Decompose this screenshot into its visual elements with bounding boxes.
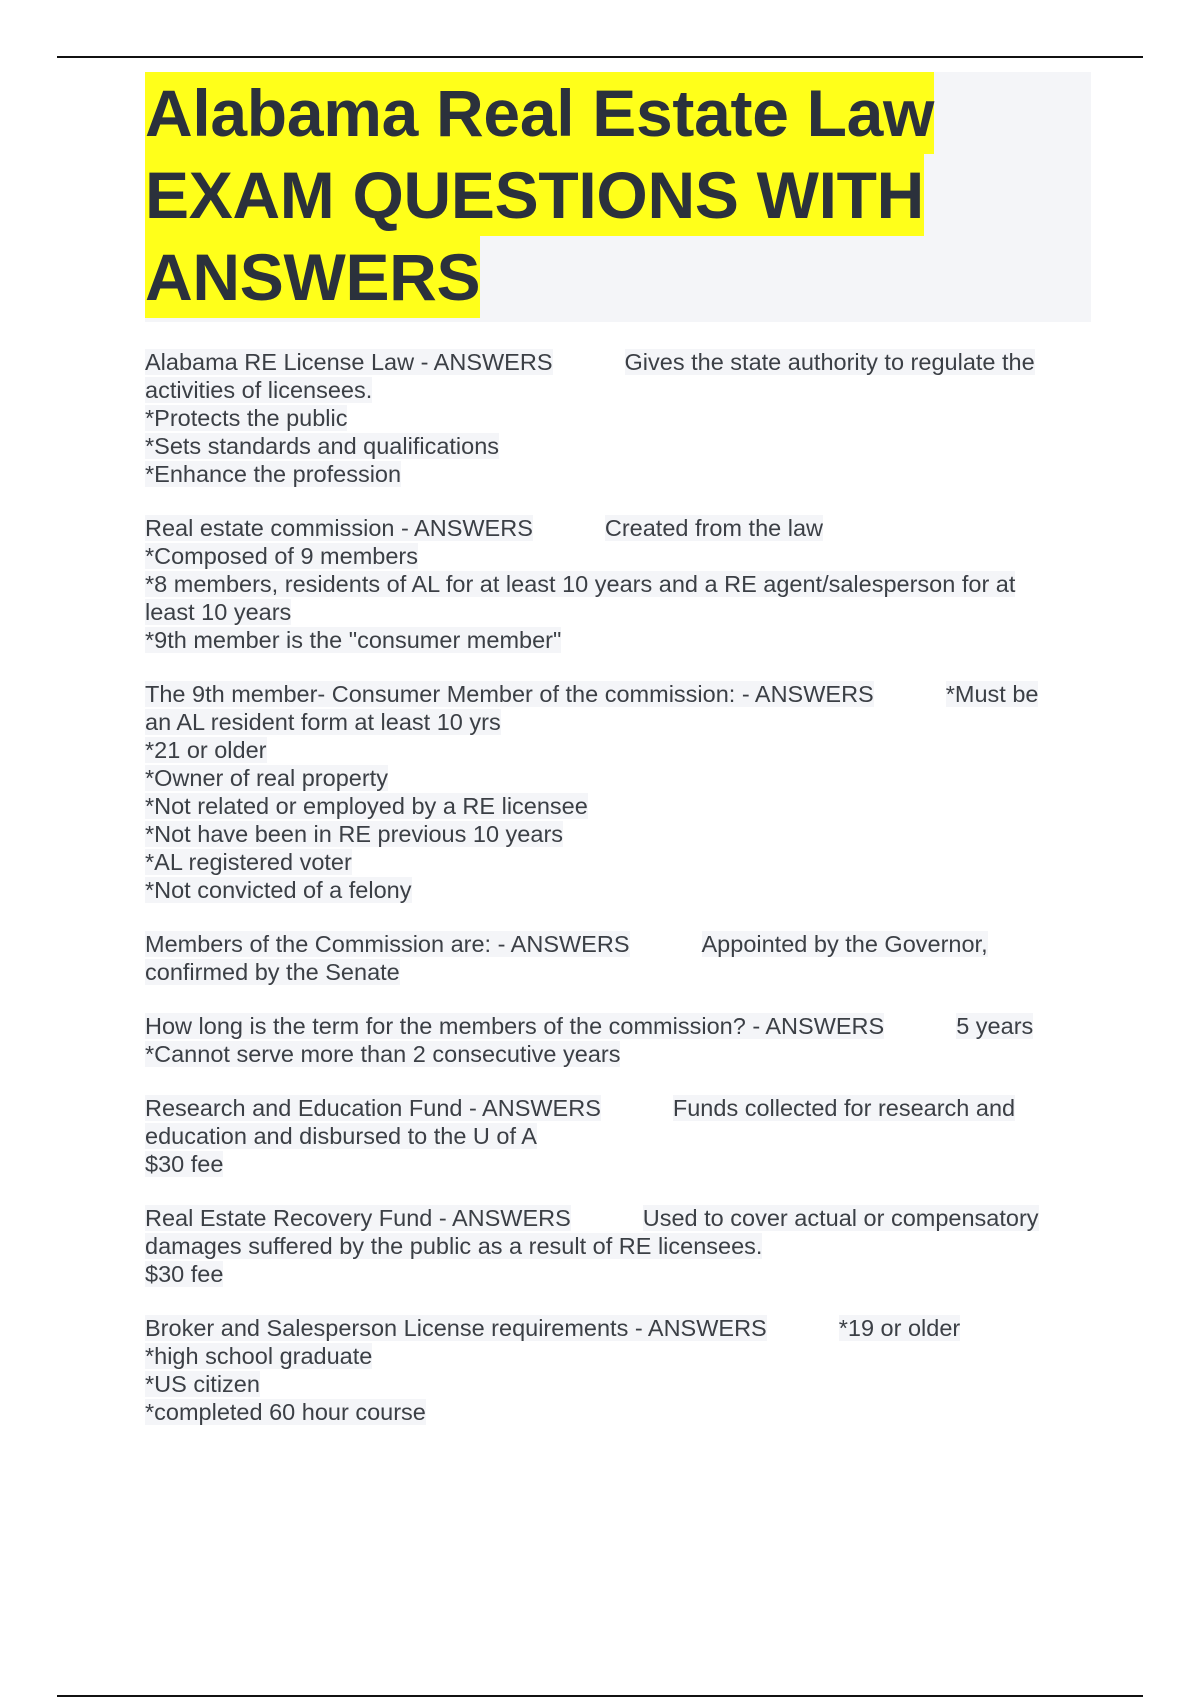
document-title: [145, 72, 1091, 322]
answer-line: *Owner of real property: [145, 765, 388, 791]
answer-line: damages suffered by the public as a result of RE licensees.: [145, 1233, 763, 1259]
question-text: Real Estate Recovery Fund - ANSWERS: [145, 1205, 571, 1231]
qa-item-research-fund: [145, 1094, 1075, 1178]
question-text: Broker and Salesperson License requirements - ANSWERS: [145, 1315, 767, 1341]
qa-list: [145, 348, 1075, 1452]
answer-line: *Cannot serve more than 2 consecutive years: [145, 1041, 621, 1067]
answer-line: *Sets standards and qualifications: [145, 433, 500, 459]
qa-item-members: [145, 930, 1075, 986]
answer-text: Used to cover actual or compensatory: [642, 1205, 1039, 1231]
answer-line: *US citizen: [145, 1371, 260, 1397]
qa-item-consumer-member: [145, 680, 1075, 904]
answer-line: *Not related or employed by a RE licensee: [145, 793, 588, 819]
answer-line: *Not convicted of a felony: [145, 877, 412, 903]
answer-text: Appointed by the Governor,: [701, 931, 988, 957]
question-text: The 9th member- Consumer Member of the commission: - ANSWERS: [145, 681, 874, 707]
answer-line: *Enhance the profession: [145, 461, 402, 487]
answer-line: activities of licensees.: [145, 377, 373, 403]
answer-line: education and disbursed to the U of A: [145, 1123, 537, 1149]
answer-line: *high school graduate: [145, 1343, 373, 1369]
question-text: Real estate commission - ANSWERS: [145, 515, 533, 541]
title-line-1: Alabama Real Estate Law: [145, 72, 934, 154]
question-text: Members of the Commission are: - ANSWERS: [145, 931, 630, 957]
qa-item-license-law: [145, 348, 1075, 488]
answer-text: Gives the state authority to regulate the: [624, 349, 1035, 375]
answer-text: *Must be: [945, 681, 1039, 707]
question-text: Alabama RE License Law - ANSWERS: [145, 349, 553, 375]
answer-text: *19 or older: [838, 1315, 961, 1341]
answer-line: *AL registered voter: [145, 849, 352, 875]
answer-line: an AL resident form at least 10 yrs: [145, 709, 501, 735]
answer-line: confirmed by the Senate: [145, 959, 400, 985]
top-rule: [57, 56, 1143, 58]
answer-line: *9th member is the "consumer member": [145, 627, 562, 653]
title-line-2: EXAM QUESTIONS WITH: [145, 154, 924, 236]
answer-text: 5 years: [956, 1013, 1034, 1039]
answer-line: *Composed of 9 members: [145, 543, 418, 569]
bottom-rule: [57, 1695, 1143, 1697]
answer-line: *Protects the public: [145, 405, 348, 431]
answer-line: $30 fee: [145, 1261, 224, 1287]
answer-text: Created from the law: [604, 515, 823, 541]
answer-line: *completed 60 hour course: [145, 1399, 426, 1425]
qa-item-commission: [145, 514, 1075, 654]
qa-item-license-requirements: [145, 1314, 1075, 1426]
answer-line: least 10 years: [145, 599, 292, 625]
title-line-3: ANSWERS: [145, 236, 480, 318]
question-text: How long is the term for the members of the commission? - ANSWERS: [145, 1013, 885, 1039]
answer-line: *Not have been in RE previous 10 years: [145, 821, 564, 847]
answer-line: *21 or older: [145, 737, 267, 763]
answer-line: *8 members, residents of AL for at least 10 years and a RE agent/salesperson for at: [145, 571, 1016, 597]
question-text: Research and Education Fund - ANSWERS: [145, 1095, 601, 1121]
qa-item-recovery-fund: [145, 1204, 1075, 1288]
answer-line: $30 fee: [145, 1151, 224, 1177]
qa-item-term: [145, 1012, 1075, 1068]
answer-text: Funds collected for research and: [672, 1095, 1016, 1121]
